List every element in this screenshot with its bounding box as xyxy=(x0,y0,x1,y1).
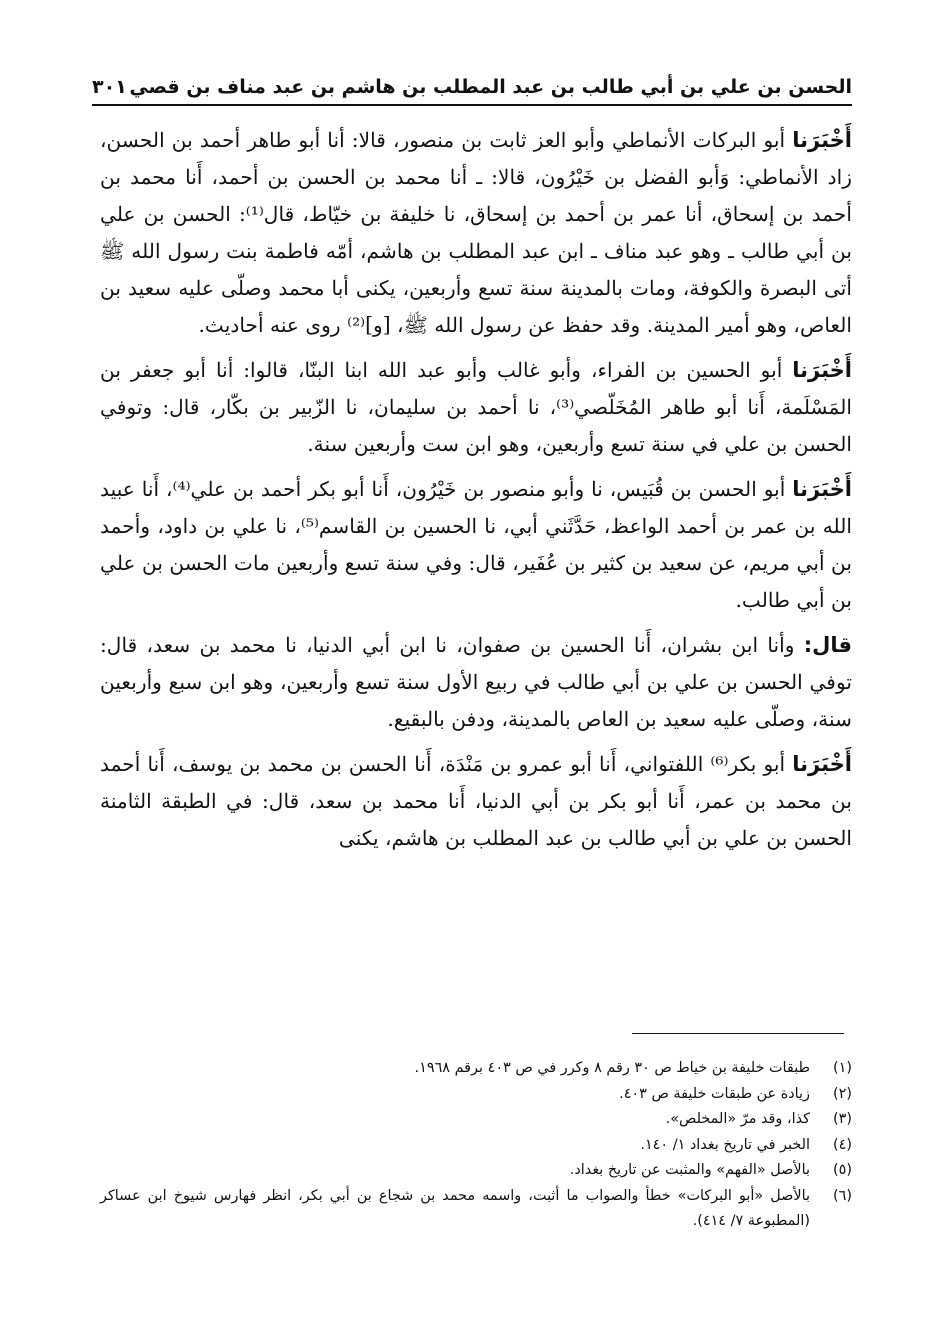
paragraph-text: أبو بكر⁽⁶⁾ اللفتواني، أَنا أبو عمرو بن مَنْدَة، أَنا الحسن بن محمد بن يوسف، أَنا أحمد بن محمد بن عمر، أَنا أبو بكر بن أبي الدنيا، أَنا محمد بن سعد، قال: في الطبقة الثامنة الحسن بن علي بن أبي طالب بن عبد المطلب بن هاشم، يكنى xyxy=(100,752,852,850)
footnotes xyxy=(100,1056,852,1235)
footnote xyxy=(100,1184,852,1235)
footnote-text: بالأصل «الفهم» والمثبت عن تاريخ بغداد. xyxy=(569,1162,810,1178)
footnote-number: (٥) xyxy=(833,1162,852,1178)
footnote-text: الخبر في تاريخ بغداد ١/ ١٤٠. xyxy=(640,1136,810,1153)
footnote xyxy=(100,1056,852,1082)
running-header xyxy=(92,64,852,98)
footnote-number: (٣) xyxy=(833,1111,852,1127)
header-title: الحسن بن علي بن أبي طالب بن عبد المطلب بن هاشم بن عبد مناف بن قصي xyxy=(129,76,852,98)
footnote xyxy=(100,1082,852,1108)
footnote-number: (٢) xyxy=(833,1085,852,1102)
header-rule xyxy=(92,104,852,106)
footnote-rule xyxy=(632,1033,844,1034)
paragraph-lead: قال: xyxy=(803,633,852,657)
paragraph xyxy=(100,471,852,619)
footnote-number: (٤) xyxy=(833,1136,852,1153)
footnote-text: طبقات خليفة بن خياط ص ٣٠ رقم ٨ وكرر في ص ٤٠٣ برقم ١٩٦٨. xyxy=(414,1060,810,1076)
main-text xyxy=(100,122,852,865)
page-number: ٣٠١ xyxy=(92,76,127,98)
paragraph-lead: أَخْبَرَنا xyxy=(792,752,853,776)
paragraph xyxy=(100,352,852,463)
footnote-number: (١) xyxy=(833,1060,852,1076)
footnote-text: زيادة عن طبقات خليفة ص ٤٠٣. xyxy=(619,1085,810,1102)
footnote xyxy=(100,1158,852,1184)
footnote-text: كذا، وقد مرّ «المخلص». xyxy=(665,1111,810,1127)
paragraph-lead: أَخْبَرَنا xyxy=(792,358,852,382)
paragraph-text: أبو الحسين بن الفراء، وأبو غالب وأبو عبد الله ابنا البنّا، قالوا: أنا أبو جعفر بن المَسْلَمة، أَنا أبو طاهر المُخَلّصي⁽³⁾، نا أحمد بن سليمان، نا الزّبير بن بكّار، قال: وتوفي الحسن بن علي في سنة تسع وأربعين، وهو ابن ست وأربعين سنة. xyxy=(100,358,852,456)
footnote-number: (٦) xyxy=(833,1187,852,1204)
footnote xyxy=(100,1107,852,1133)
paragraph-text: وأنا ابن بشران، أَنا الحسين بن صفوان، نا ابن أبي الدنيا، نا محمد بن سعد، قال: توفي الحسن بن علي بن أبي طالب في ربيع الأول سنة تسع وأربعين، وهو ابن سبع وأربعين سنة، وصلّى عليه سعيد بن العاص بالمدينة، ودفن بالبقيع. xyxy=(100,633,852,731)
paragraph xyxy=(100,627,852,738)
paragraph xyxy=(100,122,852,344)
paragraph-text: أبو الحسن بن قُبَيس، نا وأبو منصور بن خَيْرُون، أَنا أبو بكر أحمد بن علي⁽⁴⁾، أَنا عبيد الله بن عمر بن أحمد الواعظ، حَدَّثَني أبي، نا الحسين بن القاسم⁽⁵⁾، نا علي بن داود، وأحمد بن أبي مريم، عن سعيد بن كثير بن عُفَير، قال: وفي سنة تسع وأربعين مات الحسن بن علي بن أبي طالب. xyxy=(100,477,852,612)
paragraph-lead: أَخْبَرَنا xyxy=(792,128,852,152)
paragraph xyxy=(100,746,852,857)
paragraph-text: أبو البركات الأنماطي وأبو العز ثابت بن منصور، قالا: أنا أبو طاهر أحمد بن الحسن، زاد الأنماطي: وَأبو الفضل بن خَيْرُون، قالا: ـ أنا محمد بن الحسن بن أحمد، أَنا محمد بن أحمد بن إسحاق، أنا عمر بن أحمد بن إسحاق، نا خليفة بن خيّاط، قال⁽¹⁾: الحسن بن علي بن أبي طالب ـ وهو عبد مناف ـ ابن عبد المطلب بن هاشم، أمّه فاطمة بنت رسول الله ﷺ أتى البصرة والكوفة، ومات بالمدينة سنة تسع وأربعين، يكنى أبا محمد وصلّى عليه سعيد بن العاص، وهو أمير المدينة. وقد حفظ عن رسول الله ﷺ، [و]⁽²⁾ روى عنه أحاديث. xyxy=(100,128,852,337)
paragraph-lead: أَخْبَرَنا xyxy=(792,477,853,501)
footnote-text: بالأصل «أبو البركات» خطأ والصواب ما أثبت، واسمه محمد بن شجاع بن أبي بكر، انظر فهارس شيوخ ابن عساكر (المطبوعة ٧/ ٤١٤). xyxy=(100,1187,810,1229)
footnote xyxy=(100,1133,852,1159)
